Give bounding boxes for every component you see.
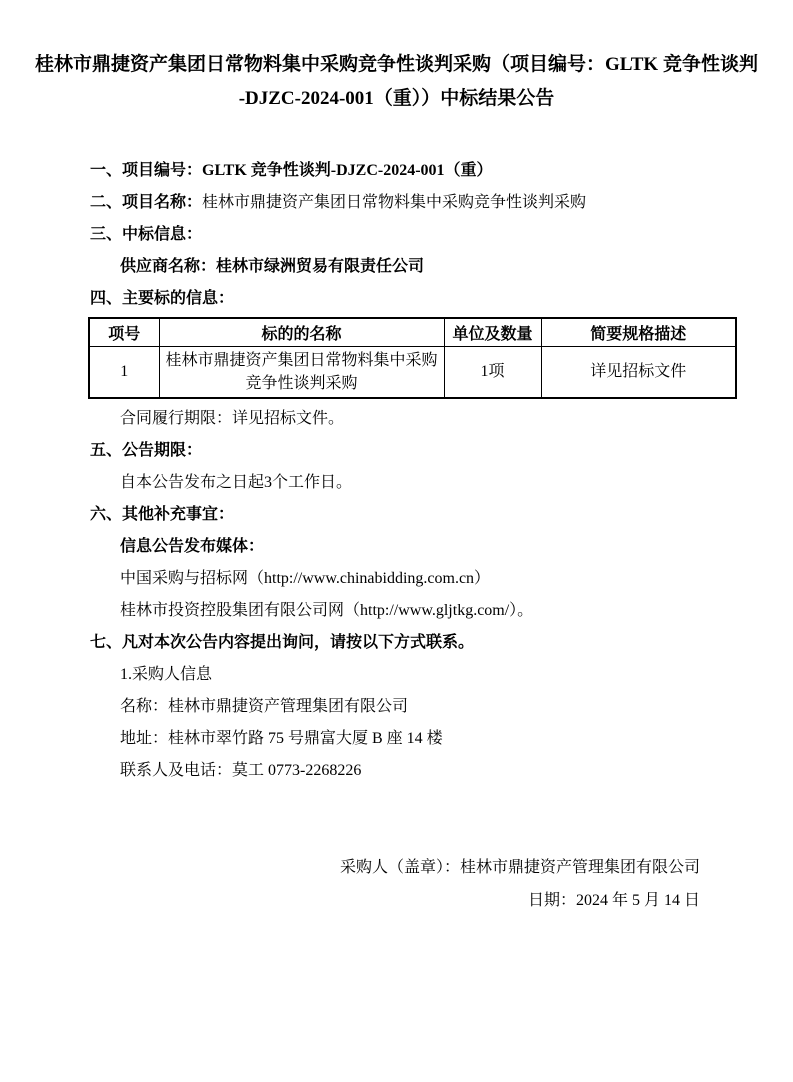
title-line-1: 桂林市鼎捷资产集团日常物料集中采购竞争性谈判采购（项目编号：GLTK 竞争性谈判 <box>35 54 758 75</box>
section-5-announcement-period-heading: 五、公告期限： <box>90 442 203 459</box>
media-line-gljtkg: 桂林市投资控股集团有限公司网（http://www.gljtkg.com/）。 <box>120 602 534 619</box>
header-subject-name: 标的的名称 <box>159 318 444 346</box>
buyer-contact-line: 联系人及电话：莫工 0773-2268226 <box>120 762 362 779</box>
cell-spec-description: 详见招标文件 <box>541 346 736 398</box>
contract-period-line: 合同履行期限：详见招标文件。 <box>120 410 345 427</box>
section-1-project-number: 一、项目编号：GLTK 竞争性谈判-DJZC-2024-001（重） <box>90 162 493 179</box>
media-line-chinabidding: 中国采购与招标网（http://www.chinabidding.com.cn） <box>120 570 491 587</box>
header-item-no: 项号 <box>89 318 159 346</box>
title-line-2: -DJZC-2024-001（重））中标结果公告 <box>238 88 555 109</box>
header-spec-description: 简要规格描述 <box>541 318 736 346</box>
section-7-contact-heading: 七、凡对本次公告内容提出询问，请按以下方式联系。 <box>90 634 475 651</box>
buyer-info-title: 1.采购人信息 <box>120 666 213 683</box>
project-name-label: 二、项目名称： <box>90 194 203 211</box>
buyer-seal-line: 采购人（盖章）：桂林市鼎捷资产管理集团有限公司 <box>339 859 700 876</box>
project-name-value: 桂林市鼎捷资产集团日常物料集中采购竞争性谈判采购 <box>202 194 587 211</box>
signature-block <box>88 851 700 917</box>
header-unit-quantity: 单位及数量 <box>444 318 541 346</box>
section-6-supplementary-heading: 六、其他补充事宜： <box>90 506 235 523</box>
announcement-period-content: 自本公告发布之日起3个工作日。 <box>120 474 353 491</box>
subject-info-table <box>88 317 737 399</box>
document-title <box>0 48 793 116</box>
cell-item-no: 1 <box>89 346 159 398</box>
date-line: 日期：2024 年 5 月 14 日 <box>527 892 700 909</box>
section-2-project-name <box>88 187 735 219</box>
buyer-name-line: 名称：桂林市鼎捷资产管理集团有限公司 <box>120 698 409 715</box>
document-body <box>88 155 735 917</box>
buyer-address-line: 地址：桂林市翠竹路 75 号鼎富大厦 B 座 14 楼 <box>120 730 443 747</box>
media-label-line: 信息公告发布媒体： <box>120 538 265 555</box>
supplier-name-line: 供应商名称：桂林市绿洲贸易有限责任公司 <box>120 258 425 275</box>
section-4-subject-info-heading: 四、主要标的信息： <box>90 290 235 307</box>
section-3-award-info-heading: 三、中标信息： <box>90 226 203 243</box>
table-row <box>89 346 736 398</box>
cell-unit-quantity: 1项 <box>444 346 541 398</box>
table-header-row <box>89 318 736 346</box>
cell-subject-name: 桂林市鼎捷资产集团日常物料集中采购竞争性谈判采购 <box>159 346 444 398</box>
